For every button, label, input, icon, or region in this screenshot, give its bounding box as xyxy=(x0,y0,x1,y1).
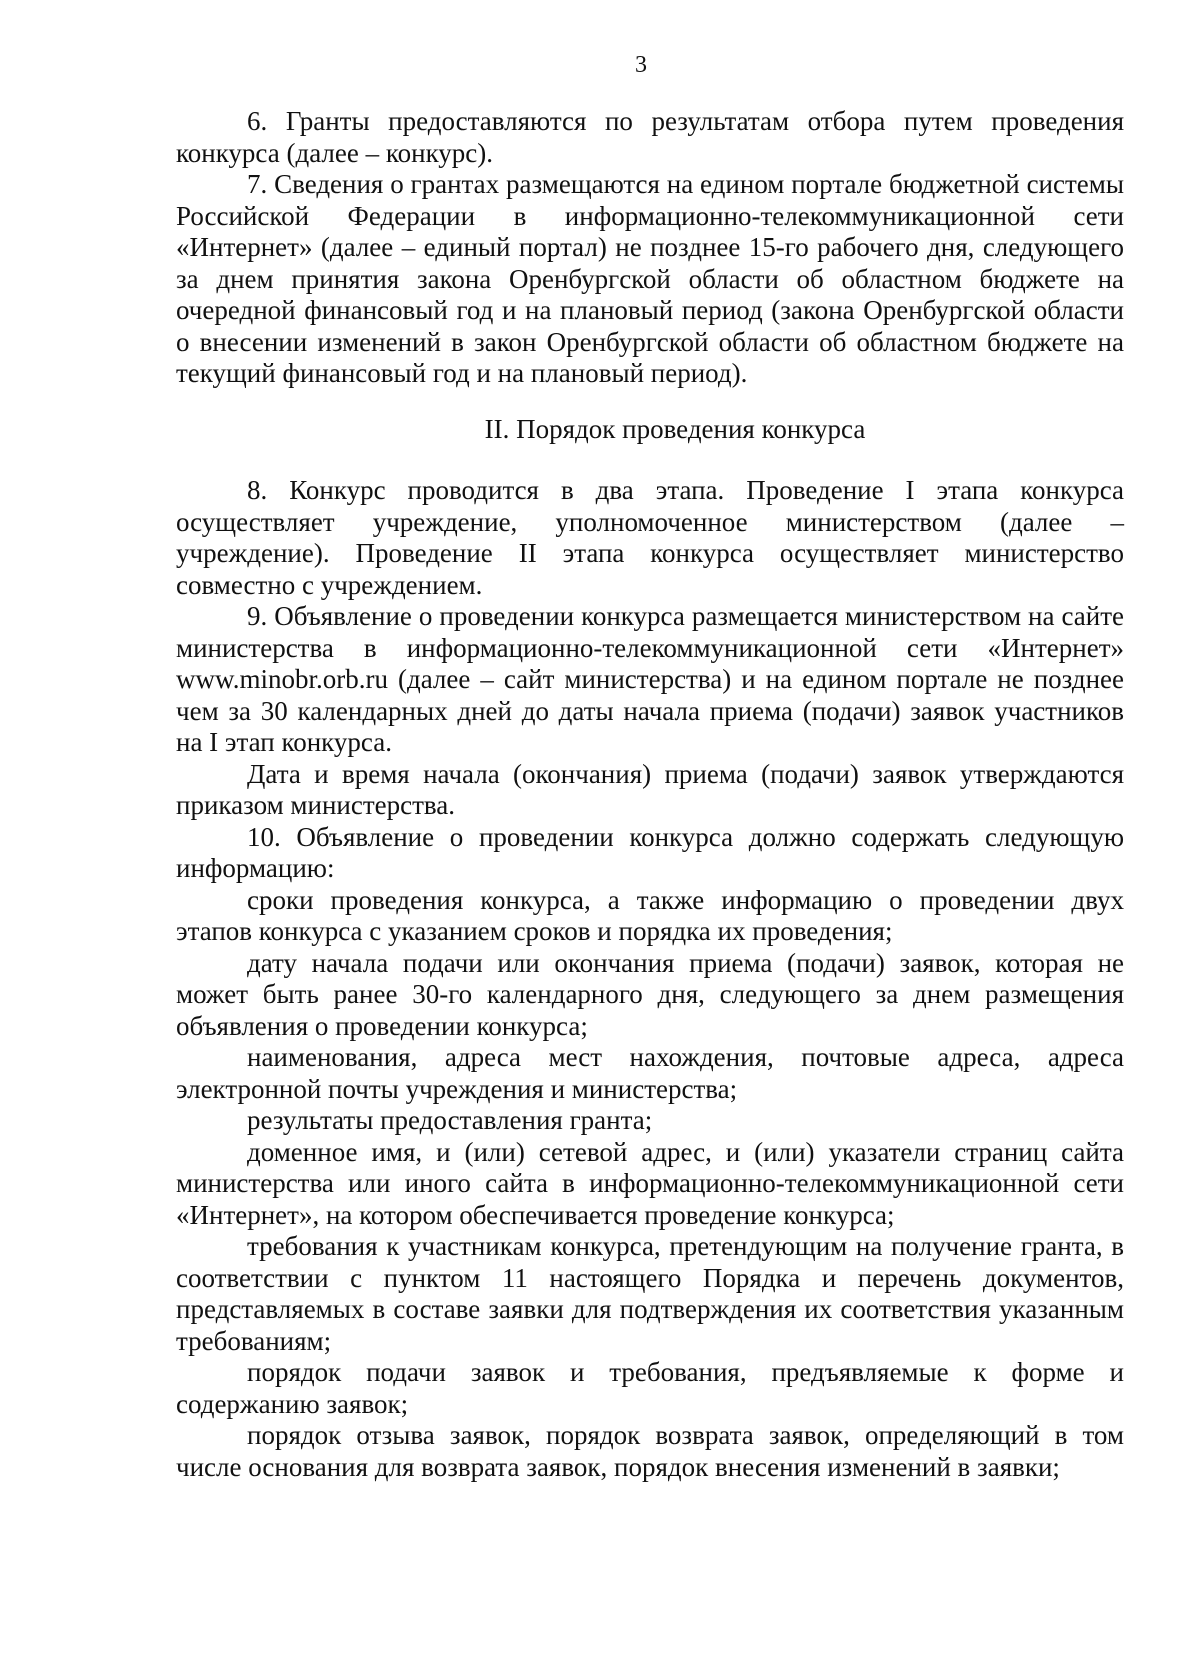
section-heading: II. Порядок проведения конкурса xyxy=(484,413,866,444)
paragraph-10: 10. Объявление о проведении конкурса должно содержать следующую информацию: xyxy=(176,821,1124,883)
paragraph-8: 8. Конкурс проводится в два этапа. Проведение I этапа конкурса осуществляет учреждение, уполномоченное министерством (далее – учреждение). Проведение II этапа конкурса осуществляет министерство совместно с учреждением. xyxy=(176,475,1124,600)
page-number: 3 xyxy=(635,52,647,78)
paragraph-7: 7. Сведения о грантах размещаются на едином портале бюджетной системы Российской Федерации в информационно-телекоммуникационной сети «Интернет» (далее – единый портал) не позднее 15-го рабочего дня, следующего за днем принятия закона Оренбургской области об областном бюджете на очередной финансовый год и на плановый период (закона Оренбургской области о внесении изменений в закон Оренбургской области об областном бюджете на текущий финансовый год и на плановый период). xyxy=(176,169,1124,388)
list-item-requirements: требования к участникам конкурса, претендующим на получение гранта, в соответствии с пунктом 11 настоящего Порядка и перечень документов, представляемых в составе заявки для подтверждения их соответствия указанным требованиям; xyxy=(176,1231,1124,1356)
list-item-terms: сроки проведения конкурса, а также информацию о проведении двух этапов конкурса с указанием сроков и порядка их проведения; xyxy=(176,884,1124,946)
list-item-results: результаты предоставления гранта; xyxy=(247,1105,653,1135)
list-item-domain: доменное имя, и (или) сетевой адрес, и (или) указатели страниц сайта министерства или иного сайта в информационно-телекоммуникационной сети «Интернет», на котором обеспечивается проведение конкурса; xyxy=(176,1136,1124,1230)
paragraph-9: 9. Объявление о проведении конкурса размещается министерством на сайте министерства в информационно-телекоммуникационной сети «Интернет» www.minobr.orb.ru (далее – сайт министерства) и на едином портале не позднее чем за 30 календарных дней до даты начала приема (подачи) заявок участников на I этап конкурса. xyxy=(176,601,1124,757)
list-item-submission-order: порядок подачи заявок и требования, предъявляемые к форме и содержанию заявок; xyxy=(176,1357,1124,1419)
paragraph-6: 6. Гранты предоставляются по результатам отбора путем проведения конкурса (далее – конкурс). xyxy=(176,106,1124,168)
document-body xyxy=(176,106,1124,1483)
list-item-addresses: наименования, адреса мест нахождения, почтовые адреса, адреса электронной почты учреждения и министерства; xyxy=(176,1042,1124,1104)
list-item-withdrawal-order: порядок отзыва заявок, порядок возврата заявок, определяющий в том числе основания для возврата заявок, порядок внесения изменений в заявки; xyxy=(176,1420,1124,1482)
paragraph-9-dates: Дата и время начала (окончания) приема (подачи) заявок утверждаются приказом министерства. xyxy=(176,758,1124,820)
list-item-start-date: дату начала подачи или окончания приема (подачи) заявок, которая не может быть ранее 30-го календарного дня, следующего за днем размещения объявления о проведении конкурса; xyxy=(176,947,1124,1041)
